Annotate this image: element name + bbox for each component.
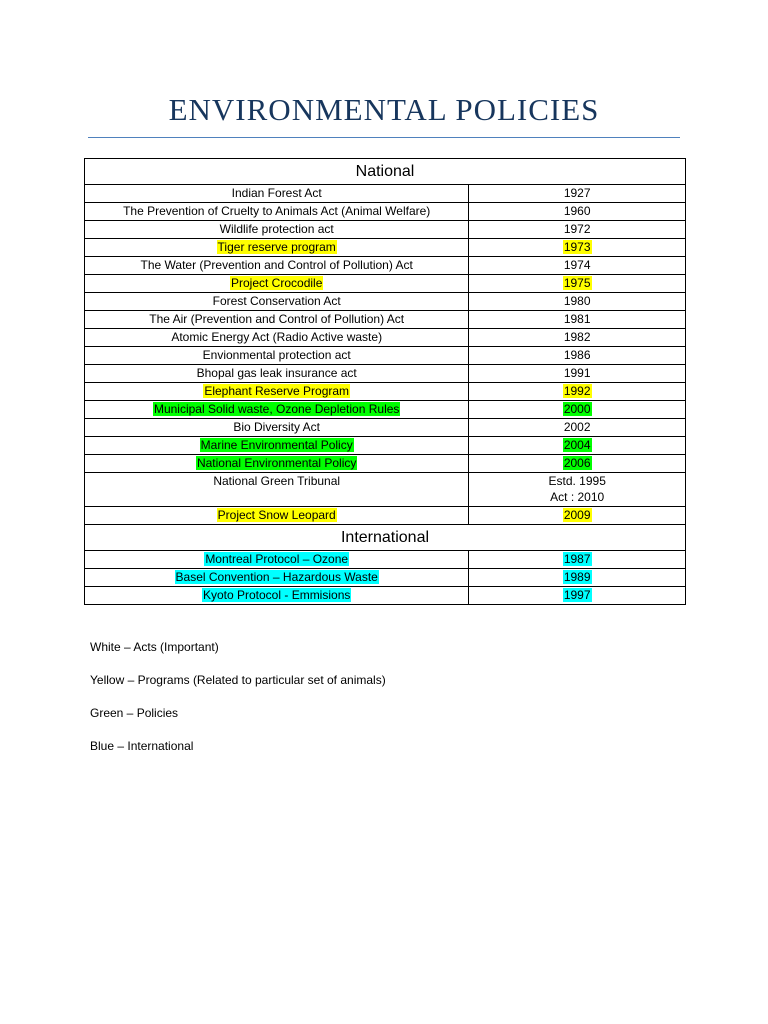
- table-row: [85, 221, 686, 239]
- policy-year-cell: [469, 419, 686, 437]
- table-row: [85, 203, 686, 221]
- legend-green: Green – Policies: [90, 706, 179, 720]
- policy-name-cell: [85, 329, 469, 347]
- table-row: [85, 347, 686, 365]
- policy-year-cell: [469, 383, 686, 401]
- policy-year-cell: [469, 311, 686, 329]
- policy-name-cell: [85, 507, 469, 525]
- legend-yellow: Yellow – Programs (Related to particular set of animals): [90, 673, 386, 687]
- policy-year: 1986: [563, 348, 591, 362]
- policy-name-cell: [85, 221, 469, 239]
- legend-blue: Blue – International: [90, 739, 194, 753]
- policy-year-cell: [469, 401, 686, 419]
- policy-name: Atomic Energy Act (Radio Active waste): [171, 330, 383, 344]
- policy-year: 1989: [563, 570, 591, 584]
- table-row: [85, 365, 686, 383]
- policy-name-cell: [85, 257, 469, 275]
- policy-name: Project Crocodile: [231, 276, 323, 290]
- policy-year: 1997: [563, 588, 591, 602]
- policy-year-cell: [469, 239, 686, 257]
- policy-year: 2006: [563, 456, 591, 470]
- policy-name: The Air (Prevention and Control of Pollution) Act: [149, 312, 405, 326]
- policy-year: 1987: [563, 552, 591, 566]
- section-heading-national: National: [85, 159, 686, 185]
- section-row-international: [85, 525, 686, 551]
- table-row: [85, 455, 686, 473]
- policy-name: Kyoto Protocol - Emmisions: [202, 588, 351, 602]
- policy-name: Envionmental protection act: [202, 348, 351, 362]
- policy-name: Project Snow Leopard: [217, 508, 336, 522]
- table-row: [85, 551, 686, 569]
- policy-year-cell: [469, 551, 686, 569]
- policy-name: Marine Environmental Policy: [200, 438, 353, 452]
- table-row: [85, 437, 686, 455]
- table-row: [85, 401, 686, 419]
- title-underline: [88, 137, 680, 138]
- table-row: [85, 569, 686, 587]
- policy-year: 2000: [563, 402, 591, 416]
- policy-name: Montreal Protocol – Ozone: [205, 552, 349, 566]
- policy-year-cell: [469, 455, 686, 473]
- page-title: ENVIRONMENTAL POLICIES: [168, 92, 600, 127]
- policy-name: Bio Diversity Act: [233, 420, 321, 434]
- table-row: [85, 383, 686, 401]
- table-row: [85, 587, 686, 605]
- policy-name-cell: [85, 419, 469, 437]
- policy-name-cell: [85, 365, 469, 383]
- policy-year-cell: [469, 507, 686, 525]
- table-row: [85, 293, 686, 311]
- policy-year-cell: [469, 293, 686, 311]
- policy-year: 1960: [563, 204, 591, 218]
- policy-name-cell: [85, 275, 469, 293]
- legend-white: White – Acts (Important): [90, 640, 219, 654]
- policy-name: National Environmental Policy: [196, 456, 357, 470]
- section-heading-international: International: [85, 525, 686, 551]
- policy-name-cell: [85, 185, 469, 203]
- table-row: [85, 185, 686, 203]
- policy-year: 1974: [563, 258, 591, 272]
- policy-year: 2004: [563, 438, 591, 452]
- policy-name-cell: [85, 383, 469, 401]
- policy-name-cell: [85, 293, 469, 311]
- policy-year-cell: [469, 275, 686, 293]
- table-row: [85, 311, 686, 329]
- policy-name: Tiger reserve program: [217, 240, 336, 254]
- policy-year: 2002: [563, 420, 591, 434]
- policy-year-secondary: Act : 2010: [550, 490, 605, 504]
- policy-year-cell: [469, 587, 686, 605]
- policy-name: Municipal Solid waste, Ozone Depletion Rules: [153, 402, 400, 416]
- policy-year: 1973: [563, 240, 591, 254]
- policy-year: 1992: [563, 384, 591, 398]
- policy-year-cell: [469, 365, 686, 383]
- policy-name: The Water (Prevention and Control of Pollution) Act: [140, 258, 413, 272]
- policy-name: Basel Convention – Hazardous Waste: [175, 570, 378, 584]
- policy-year: 2009: [563, 508, 591, 522]
- policies-table: [84, 158, 686, 605]
- policy-year: 1980: [563, 294, 591, 308]
- policy-year: Estd. 1995: [548, 474, 606, 488]
- policy-name: The Prevention of Cruelty to Animals Act (Animal Welfare): [123, 204, 431, 218]
- policy-year: 1991: [563, 366, 591, 380]
- policy-year: 1982: [563, 330, 591, 344]
- policy-name: National Green Tribunal: [213, 474, 341, 488]
- policy-year-cell: [469, 257, 686, 275]
- policy-year-cell: [469, 221, 686, 239]
- policy-year: 1972: [563, 222, 591, 236]
- policy-name-cell: [85, 203, 469, 221]
- policy-name-cell: [85, 455, 469, 473]
- policy-year: 1981: [563, 312, 591, 326]
- policy-name-cell: [85, 311, 469, 329]
- policy-year: 1975: [563, 276, 591, 290]
- policy-name: Bhopal gas leak insurance act: [196, 366, 357, 380]
- policy-name: Indian Forest Act: [231, 186, 322, 200]
- policy-name-cell: [85, 551, 469, 569]
- policies-table-body: [85, 159, 686, 605]
- policy-year-cell: [469, 437, 686, 455]
- policy-year-cell: [469, 185, 686, 203]
- color-legend: [90, 640, 386, 772]
- policy-name-cell: [85, 569, 469, 587]
- policy-year-cell: [469, 203, 686, 221]
- policy-name-cell: [85, 347, 469, 365]
- table-row: [85, 275, 686, 293]
- table-row: [85, 239, 686, 257]
- section-row-national: [85, 159, 686, 185]
- policy-name: Wildlife protection act: [219, 222, 334, 236]
- policy-name-cell: [85, 401, 469, 419]
- policy-name: Forest Conservation Act: [212, 294, 341, 308]
- table-row: [85, 419, 686, 437]
- policy-name: Elephant Reserve Program: [204, 384, 350, 398]
- policy-name-cell: [85, 473, 469, 507]
- policy-year-cell: [469, 329, 686, 347]
- policy-year-cell: [469, 569, 686, 587]
- policy-year: 1927: [563, 186, 591, 200]
- table-row: [85, 257, 686, 275]
- policy-name-cell: [85, 239, 469, 257]
- table-row: [85, 329, 686, 347]
- policy-year-cell: [469, 347, 686, 365]
- table-row: [85, 473, 686, 507]
- policy-year-cell: [469, 473, 686, 507]
- policy-name-cell: [85, 437, 469, 455]
- table-row: [85, 507, 686, 525]
- policy-name-cell: [85, 587, 469, 605]
